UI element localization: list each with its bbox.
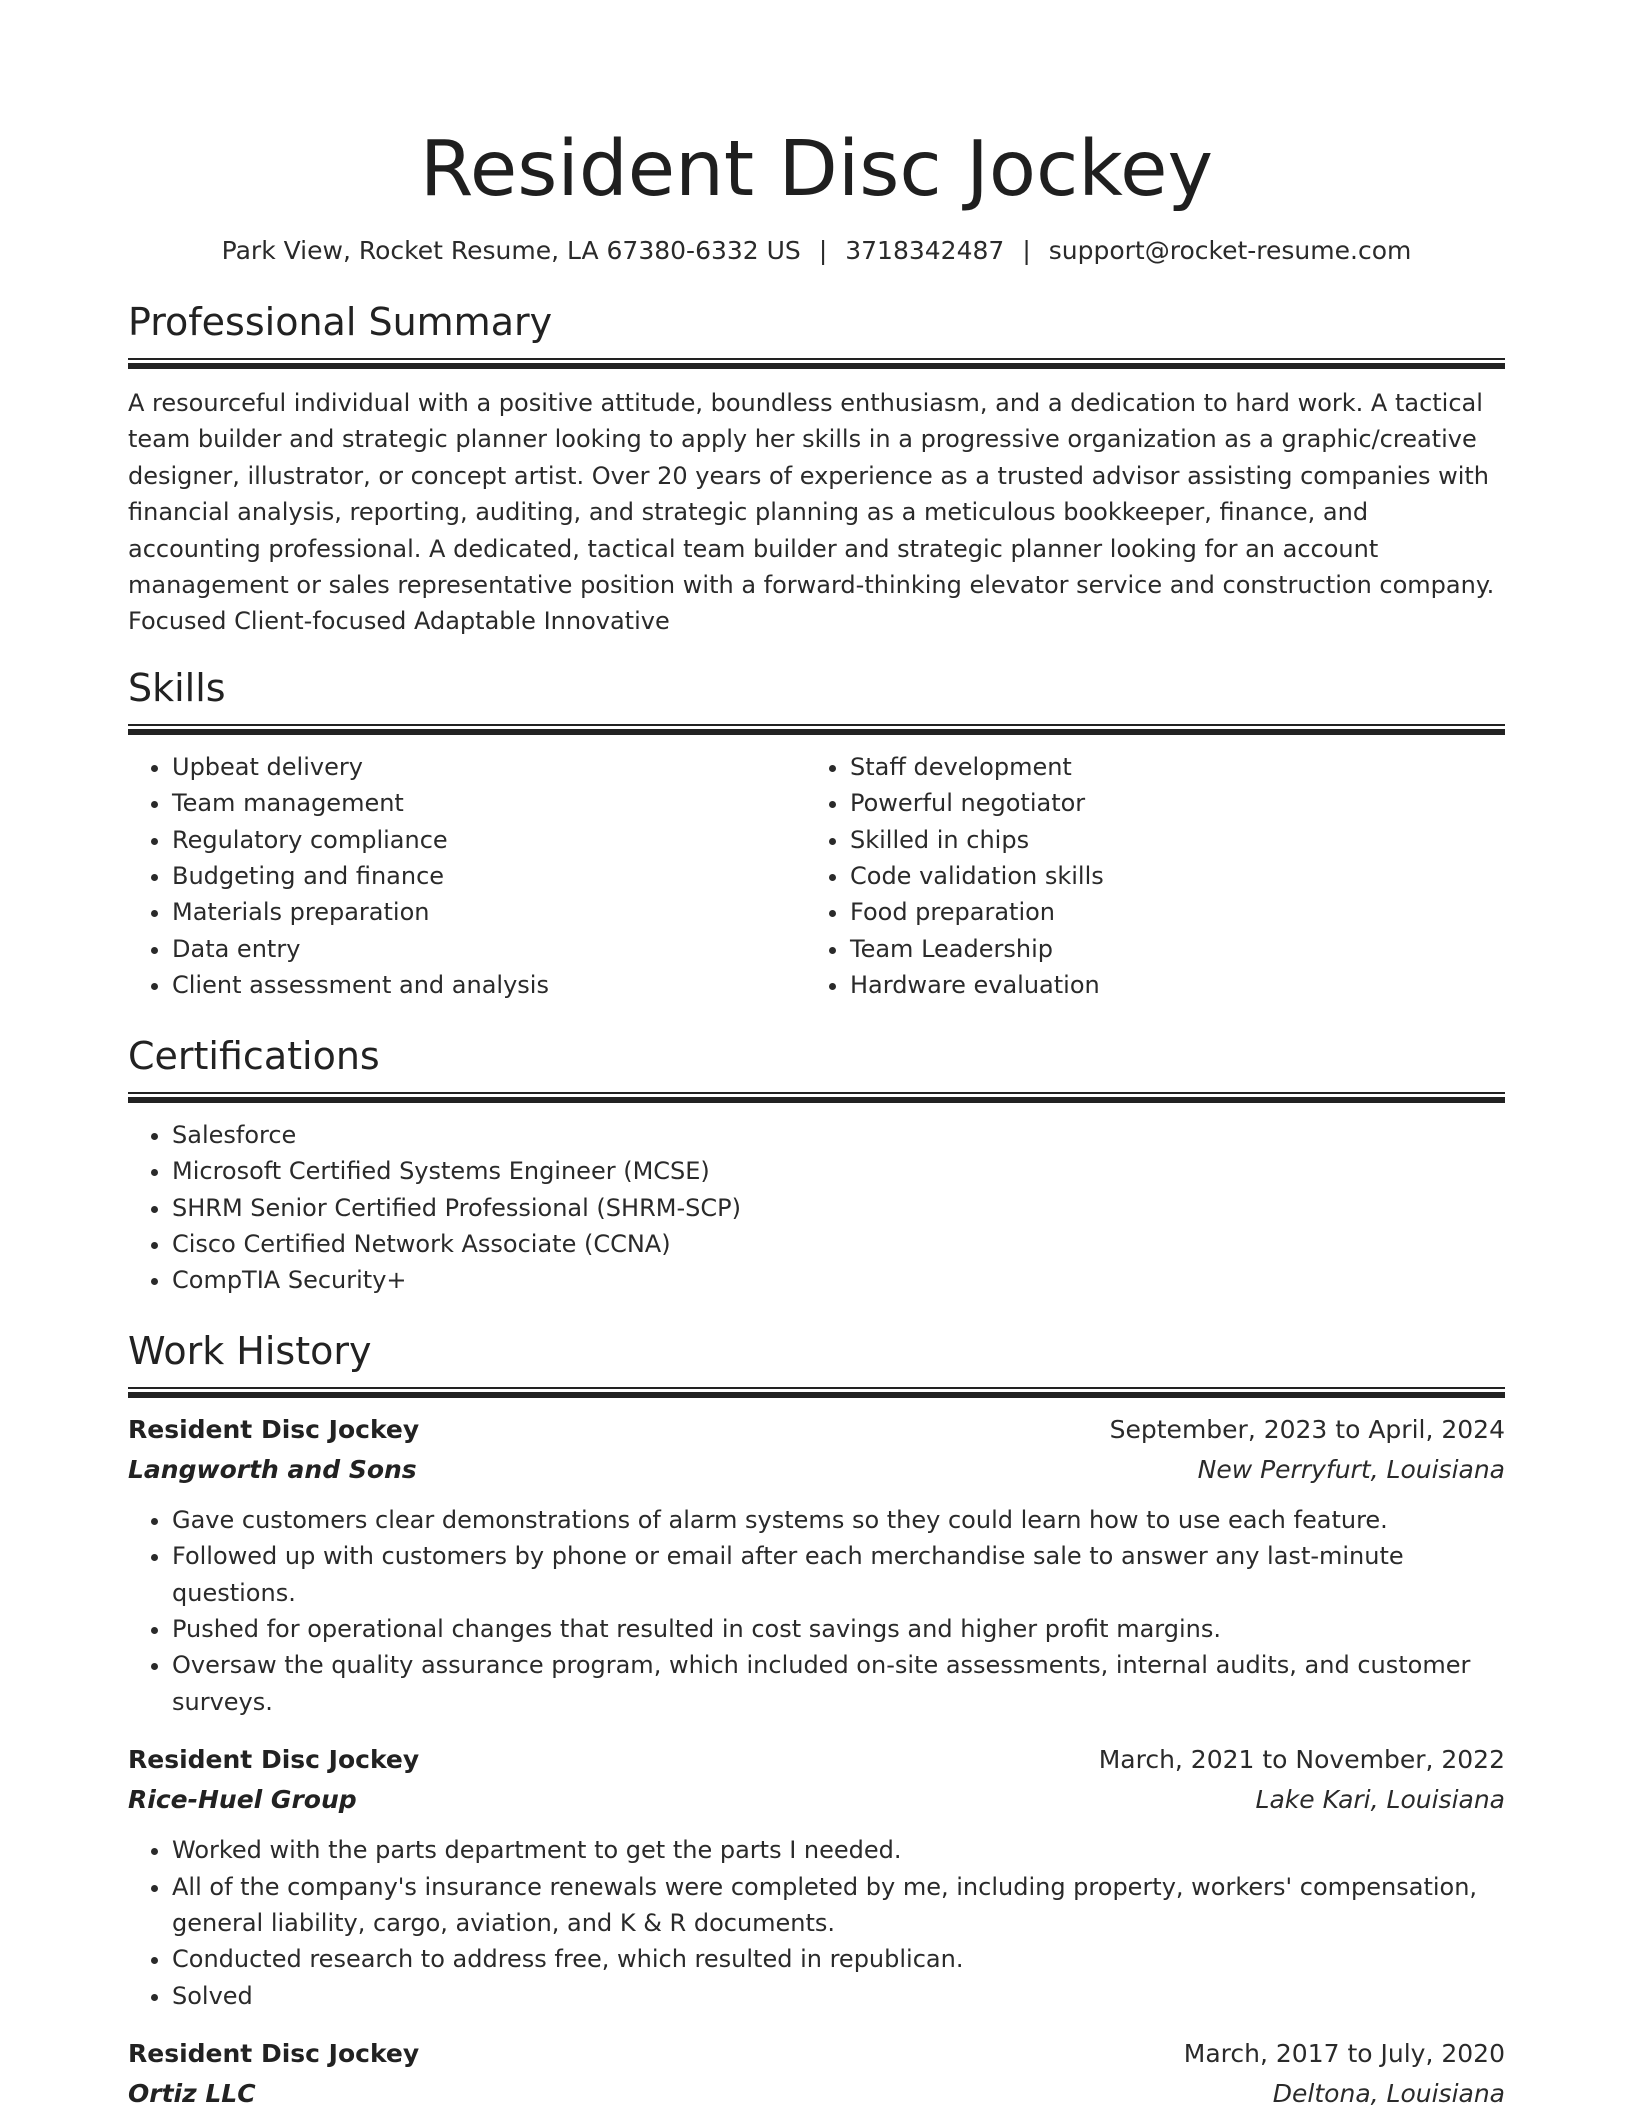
contact-email: support@rocket-resume.com	[1048, 236, 1412, 265]
job-list	[128, 1410, 1505, 2114]
job-company: Rice-Huel Group	[128, 1785, 357, 1815]
job-company: Langworth and Sons	[128, 1454, 417, 1484]
list-item: • Food preparation	[850, 894, 1484, 930]
list-item: • Followed up with customers by phone or email after each merchandise sale to answer any last-minute questions.	[172, 1538, 1505, 1611]
resume-page	[128, 0, 1505, 2114]
contact-phone: 3718342487	[845, 236, 1005, 265]
skills-column-left	[128, 749, 806, 1004]
list-item: • Cisco Certified Network Associate (CCNA)	[172, 1226, 1505, 1262]
list-item: • Powerful negotiator	[850, 785, 1484, 821]
list-item: • Pushed for operational changes that resulted in cost savings and higher profit margins.	[172, 1611, 1505, 1647]
skills-section	[128, 664, 1505, 1004]
list-item: • Hardware evaluation	[850, 967, 1484, 1003]
job-entry	[128, 2034, 1505, 2114]
list-item: • Staff development	[850, 749, 1484, 785]
skills-grid	[128, 749, 1505, 1004]
list-item: • Team management	[172, 785, 806, 821]
job-header-row	[128, 2034, 1505, 2074]
list-item: • Oversaw the quality assurance program, which included on-site assessments, internal audits, and customer surveys.	[172, 1647, 1505, 1720]
list-item: • Skilled in chips	[850, 822, 1484, 858]
job-location: Lake Kari, Louisiana	[1255, 1785, 1505, 1815]
list-item: • Code validation skills	[850, 858, 1484, 894]
job-bullets	[128, 1502, 1505, 1720]
contact-separator: |	[1022, 236, 1031, 265]
section-divider	[128, 724, 1505, 735]
list-item: • Solved	[172, 1978, 1505, 2014]
summary-text: A resourceful individual with a positive attitude, boundless enthusiasm, and a dedication to hard work. A tactical team builder and strategic planner looking to apply her skills in a progressive organization as a graphic/creative designer, illustrator, or concept artist. Over 20 years of experience as a trusted advisor assisting companies with financial analysis, reporting, auditing, and strategic planning as a meticulous bookkeeper, finance, and accounting professional. A dedicated, tactical team builder and strategic planner looking for an account management or sales representative position with a forward-thinking elevator service and construction company. Focused Client-focused Adaptable Innovative	[128, 389, 1495, 636]
section-divider	[128, 1092, 1505, 1103]
job-title: Resident Disc Jockey	[128, 2039, 420, 2069]
job-title: Resident Disc Jockey	[128, 1414, 420, 1444]
job-dates: September, 2023 to April, 2024	[1109, 1414, 1505, 1444]
section-divider	[128, 1387, 1505, 1398]
list-item: • Data entry	[172, 931, 806, 967]
list-item: • Worked with the parts department to get the parts I needed.	[172, 1832, 1505, 1868]
skills-list-left	[128, 749, 806, 1004]
section-title-work-history: Work History	[128, 1328, 372, 1373]
list-item: • All of the company's insurance renewals were completed by me, including property, workers' compensation, general liability, cargo, aviation, and K & R documents.	[172, 1869, 1505, 1942]
contact-address: Park View, Rocket Resume, LA 67380-6332 US	[221, 236, 801, 265]
list-item: • Salesforce	[172, 1117, 1505, 1153]
summary-section	[128, 298, 1505, 640]
job-company: Ortiz LLC	[128, 2079, 256, 2109]
job-title: Resident Disc Jockey	[128, 1745, 420, 1775]
certifications-section	[128, 1032, 1505, 1299]
list-item: • Microsoft Certified Systems Engineer (MCSE)	[172, 1153, 1505, 1189]
section-title-summary: Professional Summary	[128, 300, 553, 344]
job-entry	[128, 1410, 1505, 1720]
job-location: New Perryfurt, Louisiana	[1197, 1454, 1505, 1484]
list-item: • SHRM Senior Certified Professional (SHRM-SCP)	[172, 1190, 1505, 1226]
contact-separator: |	[818, 236, 828, 265]
skills-list-right	[806, 749, 1484, 1004]
list-item: • Materials preparation	[172, 894, 806, 930]
list-item: • Client assessment and analysis	[172, 967, 806, 1003]
work-history-section	[128, 1327, 1505, 2114]
job-header-row	[128, 1740, 1505, 1780]
job-location: Deltona, Louisiana	[1272, 2079, 1505, 2109]
list-item: • Gave customers clear demonstrations of alarm systems so they could learn how to use each feature.	[172, 1502, 1505, 1538]
job-company-row	[128, 2074, 1505, 2114]
skills-column-right	[806, 749, 1484, 1004]
job-bullets	[128, 1832, 1505, 2014]
list-item: • Upbeat delivery	[172, 749, 806, 785]
list-item: • Team Leadership	[850, 931, 1484, 967]
list-item: • Budgeting and finance	[172, 858, 806, 894]
list-item: • Regulatory compliance	[172, 822, 806, 858]
job-dates: March, 2021 to November, 2022	[1098, 1745, 1505, 1775]
contact-line	[128, 234, 1505, 268]
resume-name: Resident Disc Jockey	[419, 125, 1214, 214]
list-item: • Conducted research to address free, which resulted in republican.	[172, 1941, 1505, 1977]
job-company-row	[128, 1450, 1505, 1490]
job-header-row	[128, 1410, 1505, 1450]
job-company-row	[128, 1780, 1505, 1820]
list-item: • CompTIA Security+	[172, 1262, 1505, 1298]
certifications-list	[128, 1117, 1505, 1299]
section-title-skills: Skills	[128, 665, 226, 710]
job-dates: March, 2017 to July, 2020	[1183, 2039, 1505, 2069]
section-divider	[128, 358, 1505, 369]
job-entry	[128, 1740, 1505, 2014]
section-title-certifications: Certifications	[128, 1033, 380, 1078]
